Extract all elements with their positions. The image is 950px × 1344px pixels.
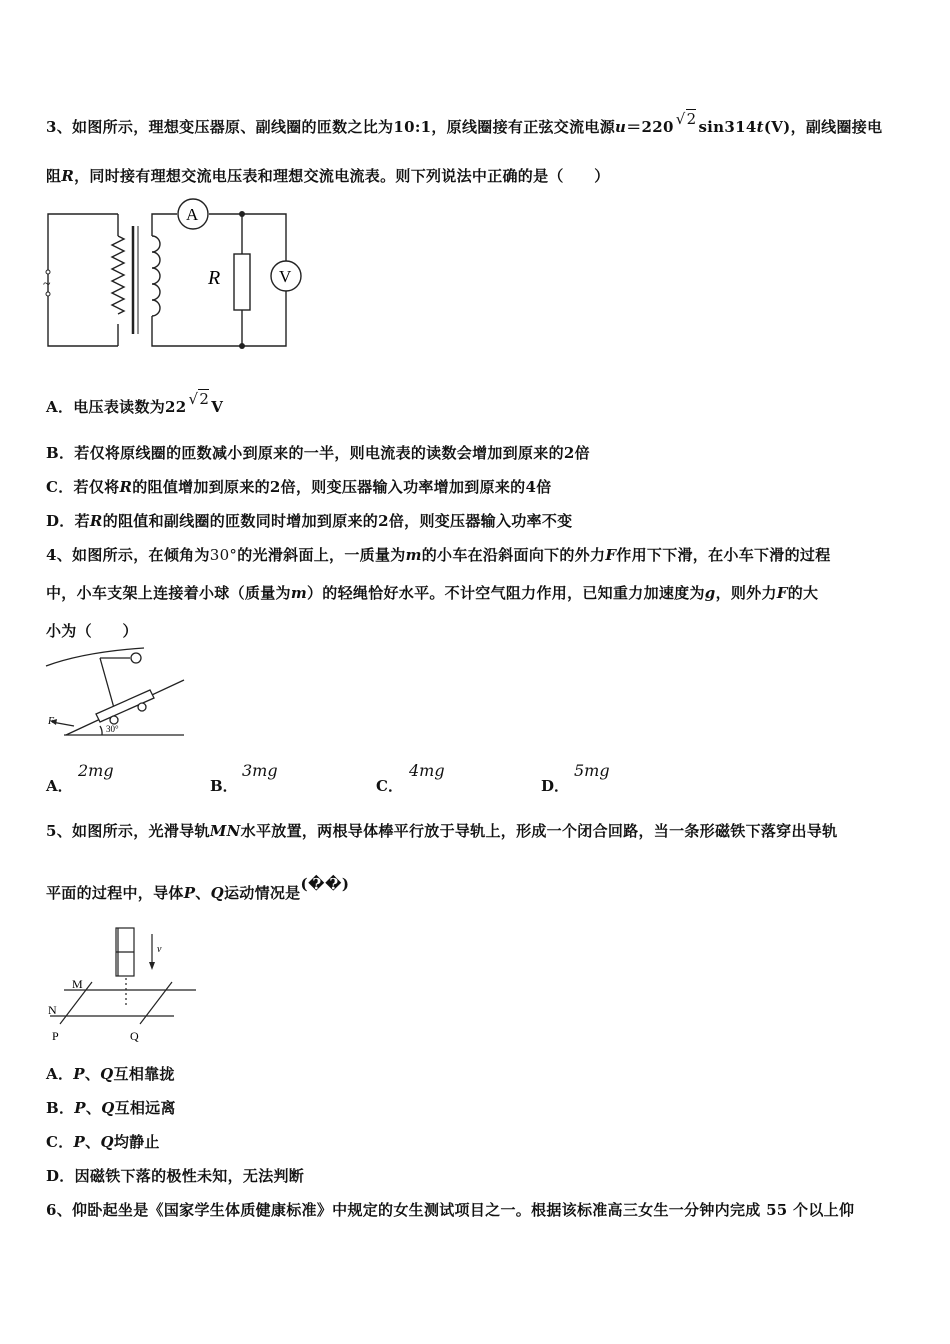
q5-stem-line1: 5、如图所示，光滑导轨MN水平放置，两根导体棒平行放于导轨上，形成一个闭合回路，当一条形磁铁下落穿出导轨 <box>46 822 838 840</box>
q4-option-c-label: C． <box>376 777 403 795</box>
q3-option-c: C．若仅将R的阻值增加到原来的2倍，则变压器输入功率增加到原来的4倍 <box>46 478 552 496</box>
q4-option-c-value: 4mg <box>409 761 445 780</box>
rail-label-n: N <box>48 1003 57 1017</box>
rail-label-m: M <box>72 977 83 991</box>
q4-option-d-label: D． <box>541 777 570 795</box>
q4-option-b-value: 3mg <box>242 761 278 780</box>
magnet-rails-figure <box>44 924 204 1046</box>
q4-option-d-value: 5mg <box>574 761 610 780</box>
q4-stem-line3: 小为（ ） <box>46 622 138 640</box>
angle-label: 30° <box>106 724 119 734</box>
q5-option-d: D．因磁铁下落的极性未知，无法判断 <box>46 1167 305 1185</box>
q5-option-c: C．P、Q均静止 <box>46 1133 160 1151</box>
q4-stem-line2: 中，小车支架上连接着小球（质量为m）的轻绳恰好水平。不计空气阻力作用，已知重力加速度为g，则外力F的大 <box>46 584 819 602</box>
ac-source-symbol: ~ <box>43 277 51 292</box>
rod-label-p: P <box>52 1029 59 1043</box>
transformer-circuit-figure <box>40 196 310 356</box>
q4-option-b-label: B． <box>210 777 238 795</box>
q4-option-a-value: 2mg <box>78 761 114 780</box>
q3-option-b: B．若仅将原线圈的匝数减小到原来的一半，则电流表的读数会增加到原来的2倍 <box>46 444 590 462</box>
q6-stem-line1: 6、仰卧起坐是《国家学生体质健康标准》中规定的女生测试项目之一。根据该标准高三女生一分钟内完成 55 个以上仰 <box>46 1201 855 1219</box>
q3-option-d: D．若R的阻值和副线圈的匝数同时增加到原来的2倍，则变压器输入功率不变 <box>46 512 573 530</box>
resistor-label: R <box>208 267 221 289</box>
sqrt-symbol: √2 <box>675 110 697 128</box>
voltmeter-label: V <box>279 267 292 286</box>
q5-option-b: B．P、Q互相远离 <box>46 1099 176 1117</box>
incline-cart-figure <box>44 646 189 742</box>
q5-stem-line2: 平面的过程中，导体P、Q运动情况是(��) <box>46 875 350 902</box>
q5-option-a: A．P、Q互相靠拢 <box>46 1065 175 1083</box>
q3-option-a: A．电压表读数为22 √2 V <box>46 390 224 416</box>
rod-label-q: Q <box>130 1029 139 1043</box>
ammeter-label: A <box>186 205 199 224</box>
q3-stem-line1: 3、如图所示，理想变压器原、副线圈的匝数之比为10:1，原线圈接有正弦交流电源u＝220 √2 sin314t(V)，副线圈接电 <box>46 110 883 136</box>
force-label: F <box>48 716 55 727</box>
q4-stem-line1: 4、如图所示，在倾角为30°的光滑斜面上，一质量为m的小车在沿斜面向下的外力F作用下下滑，在小车下滑的过程 <box>46 546 831 564</box>
velocity-label: v <box>157 944 162 955</box>
q4-option-a-label: A． <box>46 777 73 795</box>
q3-stem-line2: 阻R，同时接有理想交流电压表和理想交流电流表。则下列说法中正确的是（ ） <box>46 167 610 185</box>
